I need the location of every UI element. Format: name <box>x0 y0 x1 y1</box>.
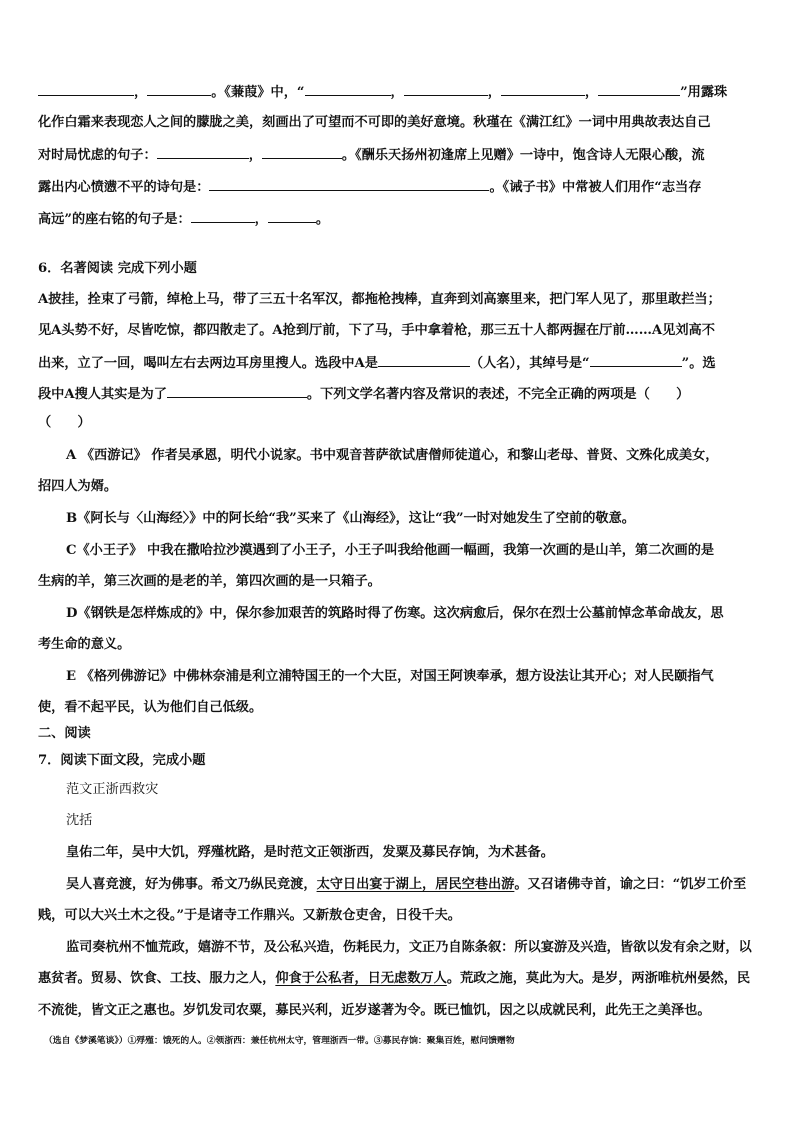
q5-line-4: 露出内心愤懑不平的诗句是： 。《诫子书》中常被人们用作“志当存 <box>38 177 760 198</box>
answer-blank[interactable] <box>147 82 211 96</box>
answer-blank[interactable] <box>305 82 391 96</box>
q6-title: 6．名著阅读 完成下列小题 <box>38 261 197 276</box>
passage-notes: （选自《梦溪笔谈》）①殍殣：饿死的人。②领浙西：兼任杭州太守，管理浙西一带。③募民存饷：聚集百姓，慰问馈赠物 <box>44 1036 515 1046</box>
option-a[interactable]: A 《西游记》 作者吴承恩，明代小说家。书中观音菩萨欲试唐僧师徒道心，和黎山老母、普贤、文殊化成美女， <box>66 448 719 463</box>
q5-line-1: ， 。《蒹葭》中，“ ， ， ， ”用露珠 <box>38 82 760 103</box>
q7-title: 7．阅读下面文段，完成小题 <box>38 753 206 768</box>
option-c[interactable]: C《小王子》 中我在撒哈拉沙漠遇到了小王子，小王子叫我给他画一幅画，我第一次画的是山羊，第二次画的是 <box>66 543 715 558</box>
q6-passage-line: A披挂，拴束了弓箭，绰枪上马，带了三五十名军汉，都拖枪拽棒，直奔到刘高寨里来，把门军人见了，那里敢拦当； <box>38 292 721 307</box>
q5-line-3: 对时局忧虑的句子： ， 。《酬乐天扬州初逢席上见赠》一诗中，饱含诗人无限心酸，流 <box>38 145 760 166</box>
q6-passage-line: 段中A搜人其实是为了 。下列文学名著内容及常识的表述，不完全正确的两项是（ ） <box>38 384 760 405</box>
answer-blank[interactable] <box>590 353 682 367</box>
passage-paragraph-cont: 惠贫者。贸易、饮食、工技、服力之人，仰食于公私者，日无虑数万人。荒政之施，莫此为大。是岁，两浙唯杭州晏然，民 <box>38 971 751 986</box>
answer-blank[interactable] <box>167 384 307 398</box>
passage-title: 范文正浙西救灾 <box>66 782 159 797</box>
q6-passage-line: 见A头势不好，尽皆吃惊，都四散走了。A抢到厅前，下了马，手中拿着枪，那三五十人都两握在厅前……A见刘高不 <box>38 323 715 338</box>
option-d[interactable]: D《钢铁是怎样炼成的》中，保尔参加艰苦的筑路时得了伤寒。这次病愈后，保尔在烈士公墓前悼念革命战友，思 <box>66 606 724 621</box>
passage-paragraph: 皇佑二年，吴中大饥，殍殣枕路，是时范文正领浙西，发粟及募民存饷，为术甚备。 <box>66 845 554 860</box>
answer-blank[interactable] <box>501 82 585 96</box>
section-heading: 二、阅读 <box>38 726 91 741</box>
option-d-cont: 考生命的意义。 <box>38 637 131 652</box>
passage-paragraph-cont: 不流徙，皆文正之惠也。岁饥发司农粟，募民兴利，近岁遂著为令。既已恤饥，因之以成就民利，此先王之美泽也。 <box>38 1003 711 1018</box>
answer-blank[interactable] <box>209 177 489 191</box>
answer-blank[interactable] <box>38 82 134 96</box>
passage-paragraph: 监司奏杭州不恤荒政，嬉游不节，及公私兴造，伤耗民力，文正乃自陈条叙：所以宴游及兴造，皆欲以发有余之财，以 <box>66 940 752 955</box>
option-e-cont: 使，看不起平民，认为他们自己低级。 <box>38 700 263 715</box>
passage-author: 沈括 <box>66 813 93 828</box>
option-a-cont: 招四人为婿。 <box>38 479 118 494</box>
answer-blank[interactable] <box>262 145 342 159</box>
option-b[interactable]: B《阿长与〈山海经〉》中的阿长给“我”买来了《山海经》，这让“我”一时对她发生了空前的敬意。 <box>66 511 635 526</box>
option-e[interactable]: E 《格列佛游记》中佛林奈浦是利立浦特国王的一个大臣，对国王阿谀奉承，想方设法让其开心；对人民颐指气 <box>66 669 714 684</box>
passage-paragraph: 吴人喜竞渡，好为佛事。希文乃纵民竞渡，太守日出宴于湖上，居民空巷出游。又召诸佛寺首，谕之曰：“饥岁工价至 <box>66 877 747 892</box>
underlined-sentence: 太守日出宴于湖上，居民空巷出游 <box>316 877 515 892</box>
underlined-sentence: 仰食于公私者，日无虑数万人 <box>275 971 447 986</box>
answer-blank[interactable] <box>378 353 470 367</box>
answer-blank[interactable] <box>191 209 255 223</box>
answer-blank[interactable] <box>157 145 249 159</box>
answer-blank[interactable] <box>268 209 316 223</box>
q6-passage-line: 出来，立了一回，喝叫左右去两边耳房里搜人。选段中A是 （人名），其绰号是“ ”。选 <box>38 353 760 374</box>
option-c-cont: 生病的羊，第三次画的是老的羊，第四次画的是一只箱子。 <box>38 574 381 589</box>
answer-blank[interactable] <box>598 82 680 96</box>
q5-line-2: 化作白霜来表现恋人之间的朦胧之美，刻画出了可望而不可即的美好意境。秋瑾在《满江红》一词中用典故表达自己 <box>38 115 711 130</box>
answer-parentheses[interactable]: （ ） <box>38 415 91 430</box>
passage-paragraph-cont: 贱，可以大兴土木之役。”于是诸寺工作鼎兴。又新敖仓吏舍，日役千夫。 <box>38 908 461 923</box>
answer-blank[interactable] <box>404 82 488 96</box>
q5-line-5: 高远”的座右铭的句子是： ， 。 <box>38 209 760 230</box>
